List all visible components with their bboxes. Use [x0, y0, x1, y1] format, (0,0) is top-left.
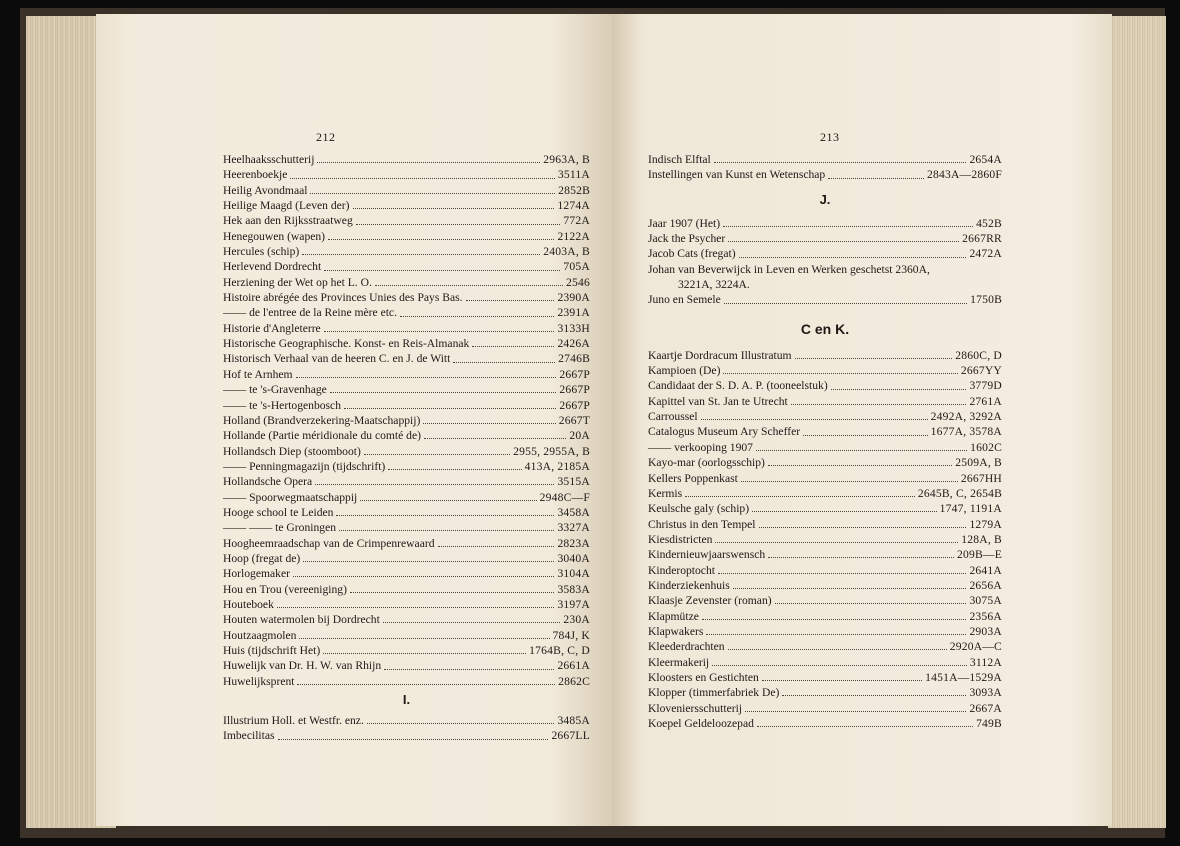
- index-entry: [648, 471, 1002, 486]
- entry-term: Indisch Elftal: [648, 153, 711, 166]
- index-entry: [223, 459, 590, 474]
- index-entry: [223, 597, 590, 612]
- dot-leader: [768, 465, 952, 466]
- index-entry: [223, 244, 590, 259]
- index-entries: [648, 292, 1002, 307]
- entry-term: Houtzaagmolen: [223, 628, 297, 642]
- index-entry: [223, 336, 590, 351]
- entry-reference: 2667A: [969, 701, 1002, 715]
- dot-leader: [723, 373, 957, 374]
- entry-term: Hollandsch Diep (stoomboot): [223, 444, 361, 458]
- dot-leader: [782, 695, 966, 696]
- dot-leader: [339, 530, 554, 531]
- entry-reference: 2356A: [969, 609, 1002, 623]
- page-number: 212: [316, 130, 336, 144]
- dot-leader: [795, 358, 953, 359]
- index-entries: [223, 152, 590, 689]
- entry-term: Histoire abrégée des Provinces Unies des Pays Bas.: [223, 291, 463, 305]
- entry-reference: 2920A—C: [949, 640, 1002, 654]
- index-entry: [223, 628, 590, 643]
- entry-reference: 2955, 2955A, B: [513, 444, 590, 458]
- index-entry: [648, 701, 1002, 716]
- dot-leader: [466, 300, 555, 301]
- dot-leader: [424, 438, 566, 439]
- index-entry: [648, 639, 1002, 654]
- entry-reference: 2390A: [557, 291, 590, 305]
- dot-leader: [702, 619, 967, 620]
- index-entry: [223, 536, 590, 551]
- entry-reference: 2667T: [558, 413, 590, 427]
- dot-leader: [324, 331, 555, 332]
- entry-term: Horlogemaker: [223, 567, 290, 581]
- index-entry: [223, 398, 590, 413]
- index-entries: [223, 713, 590, 744]
- index-entry: [648, 593, 1002, 608]
- dot-leader: [367, 723, 555, 724]
- dot-leader: [317, 162, 540, 163]
- entry-reference: 705A: [563, 260, 590, 274]
- entry-term: Hek aan den Rijksstraatweg: [223, 214, 353, 228]
- index-entry: [648, 501, 1002, 516]
- entry-reference: 2823A: [557, 536, 590, 550]
- entry-reference: 2860C, D: [955, 348, 1002, 362]
- entry-term: —— de l'entree de la Reine mère etc.: [223, 306, 397, 320]
- entry-reference: 749B: [976, 717, 1002, 730]
- entry-reference: 3104A: [557, 567, 590, 581]
- section-heading: C en K.: [800, 320, 850, 337]
- index-entry: [223, 351, 590, 366]
- left-page: [96, 14, 612, 826]
- index-entry: [223, 382, 590, 397]
- index-entry: [648, 517, 1002, 532]
- entry-reference: 2667P: [559, 398, 590, 412]
- dot-leader: [723, 226, 973, 227]
- index-entry: [223, 305, 590, 320]
- entry-reference: 2667RR: [962, 232, 1002, 246]
- entry-reference: 413A, 2185A: [524, 459, 590, 473]
- dot-leader: [360, 500, 536, 501]
- dot-leader: [453, 362, 555, 363]
- entry-term: Heerenboekje: [223, 168, 288, 182]
- entry-reference: 2492A, 3292A: [930, 410, 1002, 424]
- index-entry: [648, 424, 1002, 439]
- index-entry: [648, 486, 1002, 501]
- index-entry: [223, 183, 590, 198]
- dot-leader: [768, 557, 954, 558]
- dot-leader: [344, 408, 556, 409]
- entry-reference: 2852B: [558, 183, 590, 197]
- entry-term: Herlevend Dordrecht: [223, 260, 322, 274]
- dot-leader: [277, 607, 555, 608]
- entry-term: Keulsche galy (schip): [648, 502, 750, 516]
- index-entry: [648, 578, 1002, 593]
- entry-term: Kiesdistricten: [648, 532, 713, 546]
- entry-term: Heelhaaksschutterij: [223, 153, 315, 166]
- entry-reference: 2472A: [969, 247, 1002, 261]
- dot-leader: [752, 511, 937, 512]
- index-entry: [648, 440, 1002, 455]
- entry-reference: 3093A: [969, 686, 1002, 700]
- index-entry: [648, 685, 1002, 700]
- index-entry: [223, 275, 590, 290]
- index-entry: [648, 363, 1002, 378]
- entry-term: Instellingen van Kunst en Wetenschap: [648, 168, 826, 182]
- dot-leader: [293, 576, 554, 577]
- entry-term: Hercules (schip): [223, 245, 300, 259]
- entry-reference: 3583A: [557, 582, 590, 596]
- dot-leader: [353, 208, 555, 209]
- entry-reference: 2509A, B: [955, 456, 1002, 470]
- entry-reference: 1677A, 3578A: [930, 425, 1002, 439]
- index-entry: [648, 348, 1002, 363]
- entry-reference: 1274A: [557, 199, 590, 213]
- dot-leader: [330, 392, 557, 393]
- entry-reference: 3075A: [969, 594, 1002, 608]
- entry-term: Hollande (Partie méridionale du comté de): [223, 429, 421, 443]
- entry-reference: 2843A—2860F: [927, 168, 1002, 182]
- entry-term: Hollandsche Opera: [223, 475, 313, 489]
- entry-term: Historie d'Angleterre: [223, 321, 321, 335]
- dot-leader: [364, 454, 510, 455]
- entry-term: Kaartje Dordracum Illustratum: [648, 348, 792, 362]
- entry-reference: 772A: [563, 214, 590, 228]
- dot-leader: [388, 469, 521, 470]
- entry-term: Kloveniersschutterij: [648, 701, 743, 715]
- index-entry: [648, 532, 1002, 547]
- dot-leader: [297, 684, 555, 685]
- dot-leader: [423, 423, 555, 424]
- dot-leader: [791, 404, 967, 405]
- entry-reference: 209B—E: [957, 548, 1002, 562]
- entry-reference: 2963A, B: [543, 153, 590, 166]
- index-entry: [223, 582, 590, 597]
- dot-leader: [828, 178, 924, 179]
- index-entry: [648, 231, 1002, 246]
- entry-term: Candidaat der S. D. A. P. (tooneelstuk): [648, 379, 828, 393]
- index-entry: [648, 563, 1002, 578]
- index-entry: [223, 367, 590, 382]
- entry-reference: 2667LL: [551, 729, 590, 743]
- dot-leader: [328, 239, 554, 240]
- entry-reference: 3515A: [557, 475, 590, 489]
- entry-reference: 2667HH: [960, 471, 1002, 485]
- entry-term: —— te 's-Hertogenbosch: [223, 398, 341, 412]
- index-entry: [223, 643, 590, 658]
- index-entry: [223, 566, 590, 581]
- index-entry: [223, 198, 590, 213]
- entry-term: Historisch Verhaal van de heeren C. en J. de Witt: [223, 352, 451, 366]
- entry-term: Kindernieuwjaarswensch: [648, 548, 766, 562]
- index-entry: [648, 409, 1002, 424]
- entry-term: Kayo-mar (oorlogsschip): [648, 456, 765, 470]
- entry-term: Klopper (timmerfabriek De): [648, 686, 780, 700]
- index-entry: [648, 716, 1002, 731]
- entry-term: —— Spoorwegmaatschappij: [223, 490, 358, 504]
- index-entry: [648, 455, 1002, 470]
- entry-term: Jacob Cats (fregat): [648, 247, 736, 261]
- entry-reference: 3511A: [557, 168, 590, 182]
- entry-term: Hou en Trou (vereeniging): [223, 582, 347, 596]
- entry-term: Kellers Poppenkast: [648, 471, 738, 485]
- entry-reference: 2403A, B: [543, 245, 590, 259]
- index-entry: [648, 152, 1002, 167]
- entry-reference: 128A, B: [961, 532, 1002, 546]
- entry-term: —— —— te Groningen: [223, 521, 337, 535]
- entry-term: Heilig Avondmaal: [223, 183, 308, 197]
- entry-reference: 2948C—F: [539, 490, 590, 504]
- entry-term: Jaar 1907 (Het): [648, 216, 721, 230]
- index-entry: [223, 490, 590, 505]
- index-entry: [223, 551, 590, 566]
- entry-reference: 2903A: [969, 624, 1002, 638]
- index-entry: [648, 216, 1002, 231]
- entry-term: Carroussel: [648, 410, 698, 424]
- entry-term: Kinderoptocht: [648, 563, 715, 577]
- entry-continuation: 3221A, 3224A.: [678, 278, 750, 292]
- entry-reference: 20A: [569, 429, 590, 443]
- dot-leader: [715, 542, 958, 543]
- entry-reference: 2761A: [969, 394, 1002, 408]
- index-entry: [648, 292, 1002, 307]
- entry-term: Juno en Semele: [648, 293, 721, 307]
- dot-leader: [350, 592, 554, 593]
- index-entry: [223, 520, 590, 535]
- entry-term: Kapittel van St. Jan te Utrecht: [648, 394, 788, 408]
- dot-leader: [336, 515, 554, 516]
- entry-reference: 1451A—1529A: [925, 670, 1002, 684]
- index-entry: [223, 167, 590, 182]
- entry-term: —— te 's-Gravenhage: [223, 383, 327, 397]
- entry-term: Kermis: [648, 486, 683, 500]
- right-page: [612, 14, 1112, 826]
- entry-term: Huwelijksprent: [223, 674, 295, 688]
- dot-leader: [775, 603, 967, 604]
- entry-term: Heilige Maagd (Leven der): [223, 199, 350, 213]
- index-entry: [648, 655, 1002, 670]
- dot-leader: [310, 193, 555, 194]
- entry-term: Hof te Arnhem: [223, 367, 293, 381]
- entry-reference: 3112A: [969, 655, 1002, 669]
- dot-leader: [290, 178, 554, 179]
- dot-leader: [299, 638, 549, 639]
- entry-reference: 2667P: [559, 367, 590, 381]
- entry-term: Henegouwen (wapen): [223, 229, 326, 243]
- dot-leader: [762, 680, 922, 681]
- dot-leader: [728, 241, 959, 242]
- index-entry: [223, 505, 590, 520]
- index-entry: [648, 670, 1002, 685]
- entry-reference: 2667P: [559, 383, 590, 397]
- entry-term: Huwelijk van Dr. H. W. van Rhijn: [223, 659, 382, 673]
- dot-leader: [718, 573, 966, 574]
- entry-reference: 2391A: [557, 306, 590, 320]
- entry-reference: 1602C: [970, 440, 1002, 454]
- index-entry: [223, 229, 590, 244]
- dot-leader: [706, 634, 966, 635]
- entry-reference: 2667YY: [960, 364, 1002, 378]
- index-entry: [648, 394, 1002, 409]
- entry-reference: 2654A: [969, 153, 1002, 166]
- index-entry: [223, 213, 590, 228]
- section-heading: I.: [402, 692, 411, 707]
- entry-reference: 3458A: [557, 505, 590, 519]
- entry-term: Houten watermolen bij Dordrecht: [223, 613, 380, 627]
- entry-reference: 1747, 1191A: [939, 502, 1002, 516]
- index-entry: [223, 474, 590, 489]
- entry-term: Jack the Psycher: [648, 232, 726, 246]
- index-entry: [223, 413, 590, 428]
- dot-leader: [383, 622, 561, 623]
- entry-term: Kloosters en Gestichten: [648, 670, 759, 684]
- right-page-content: [648, 152, 1002, 731]
- entry-term: Christus in den Tempel: [648, 517, 756, 531]
- entry-term: —— verkooping 1907: [648, 440, 753, 454]
- entry-term: —— Penningmagazijn (tijdschrift): [223, 459, 386, 473]
- entry-reference: 2122A: [557, 229, 590, 243]
- entry-reference: 784J, K: [552, 628, 590, 642]
- entry-reference: 3040A: [557, 551, 590, 565]
- dot-leader: [296, 377, 557, 378]
- page-number: 213: [820, 130, 840, 144]
- index-entry: [648, 246, 1002, 261]
- section-heading: J.: [819, 191, 831, 207]
- entry-reference: 3327A: [557, 521, 590, 535]
- entry-reference: 2645B, C, 2654B: [917, 486, 1002, 500]
- index-entry: [648, 262, 1002, 277]
- entry-reference: 2746B: [558, 352, 590, 366]
- section-i: [223, 687, 590, 744]
- dot-leader: [356, 224, 561, 225]
- dot-leader: [757, 726, 973, 727]
- dot-leader: [685, 496, 915, 497]
- entry-term: Historische Geographische. Konst- en Reis-Almanak: [223, 337, 470, 351]
- dot-leader: [745, 711, 966, 712]
- dot-leader: [375, 285, 563, 286]
- index-entry: [223, 152, 590, 167]
- dot-leader: [701, 419, 928, 420]
- entry-term: Johan van Beverwijck in Leven en Werken geschetst 2360A,: [648, 262, 930, 276]
- dot-leader: [733, 588, 967, 589]
- dot-leader: [472, 346, 554, 347]
- entry-reference: 230A: [563, 613, 590, 627]
- dot-leader: [324, 270, 560, 271]
- page-edges-right: [1108, 16, 1166, 828]
- dot-leader: [803, 435, 928, 436]
- entry-reference: 2426A: [557, 337, 590, 351]
- entry-term: Klaasje Zevenster (roman): [648, 594, 772, 608]
- entry-reference: 1279A: [969, 517, 1002, 531]
- dot-leader: [741, 481, 958, 482]
- entry-term: Hooge school te Leiden: [223, 505, 334, 519]
- index-entry: [648, 547, 1002, 562]
- index-entry: [223, 290, 590, 305]
- entry-term: Kampioen (De): [648, 364, 721, 378]
- index-entry: [223, 444, 590, 459]
- entry-reference: 3133H: [557, 321, 590, 335]
- dot-leader: [728, 649, 947, 650]
- dot-leader: [302, 254, 540, 255]
- index-entry: [648, 624, 1002, 639]
- dot-leader: [724, 303, 967, 304]
- entry-term: Houteboek: [223, 597, 274, 611]
- index-entries: [648, 348, 1002, 732]
- entry-reference: 1750B: [970, 293, 1002, 307]
- entry-reference: 452B: [976, 216, 1002, 230]
- entry-reference: 2546: [566, 275, 590, 289]
- entry-term: Holland (Brandverzekering-Maatschappij): [223, 413, 421, 427]
- dot-leader: [303, 561, 554, 562]
- entry-term: Kinderziekenhuis: [648, 578, 730, 592]
- index-entry: [223, 321, 590, 336]
- dot-leader: [315, 484, 554, 485]
- entry-term: Huis (tijdschrift Het): [223, 644, 321, 657]
- entry-term: Klapmütze: [648, 609, 699, 623]
- index-entry: [223, 428, 590, 443]
- entry-reference: 3485A: [557, 714, 590, 727]
- entry-term: Klapwakers: [648, 624, 704, 638]
- dot-leader: [384, 669, 554, 670]
- dot-leader: [323, 653, 526, 654]
- index-entry: [223, 259, 590, 274]
- dot-leader: [400, 316, 554, 317]
- index-entry: [648, 378, 1002, 393]
- dot-leader: [278, 739, 549, 740]
- entry-term: Catalogus Museum Ary Scheffer: [648, 425, 801, 439]
- entry-term: Hoop (fregat de): [223, 551, 301, 565]
- index-entry: [223, 612, 590, 627]
- entry-term: Kleederdrachten: [648, 640, 725, 654]
- entry-term: Imbecilitas: [223, 729, 275, 743]
- index-entries: [648, 216, 1002, 277]
- entry-reference: 2862C: [558, 674, 590, 688]
- entry-term: Illustrium Holl. et Westfr. enz.: [223, 714, 364, 727]
- entry-term: Herziening der Wet op het L. O.: [223, 275, 372, 289]
- entry-term: Hoogheemraadschap van de Crimpenrewaard: [223, 536, 435, 550]
- index-entry: [223, 713, 590, 728]
- entry-reference: 2661A: [557, 659, 590, 673]
- entry-reference: 3197A: [557, 597, 590, 611]
- entry-reference: 2641A: [969, 563, 1002, 577]
- entry-reference: 2656A: [969, 578, 1002, 592]
- index-entry: [648, 609, 1002, 624]
- entry-term: Koepel Geldeloozepad: [648, 717, 754, 730]
- dot-leader: [739, 257, 967, 258]
- dot-leader: [831, 389, 967, 390]
- entry-term: Kleermakerij: [648, 655, 710, 669]
- index-entry: [648, 167, 1002, 182]
- entry-reference: 1764B, C, D: [529, 644, 590, 657]
- dot-leader: [438, 546, 555, 547]
- dot-leader: [756, 450, 967, 451]
- index-entry: [223, 728, 590, 743]
- index-entries: [648, 152, 1002, 183]
- dot-leader: [712, 665, 967, 666]
- index-entry: [223, 658, 590, 673]
- entry-reference: 3779D: [969, 379, 1002, 393]
- dot-leader: [714, 162, 967, 163]
- dot-leader: [759, 527, 967, 528]
